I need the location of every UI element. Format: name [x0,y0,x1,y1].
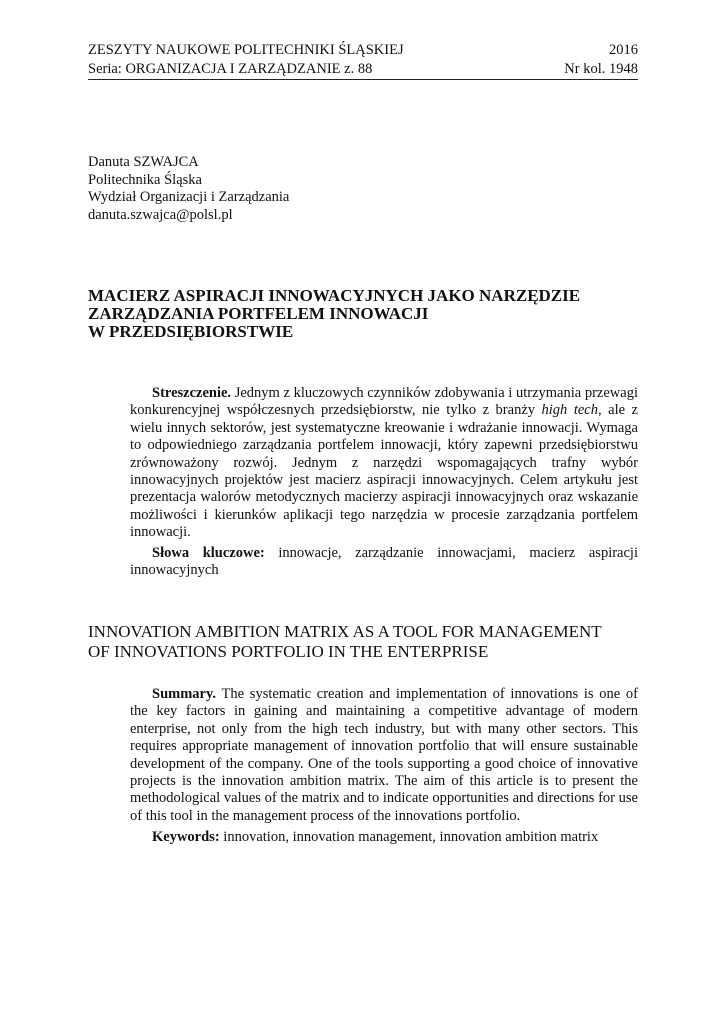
abstract-pl-text-2: , ale z wielu innych sektorów, jest systematyczne kreowanie i wdrażanie innowacji. Wymaga to odpowiedniego zarządzania portfelem innowacji, który zapewni przedsiębiorstwu zrównoważony rozwój. Jednym z narzędzi wspomagających trafny wybór innowacyjnych projektów jest macierz aspiracji innowacyjnych. Celem artykułu jest prezentacja walorów metodycznych macierzy aspiracji innowacyjnych oraz wskazanie możliwości i kierunków aplikacji tego narzędzia w procesie zarządzania portfelem innowacji. [130,402,638,541]
author-email: danuta.szwajca@polsl.pl [88,206,233,223]
header-divider [88,79,638,80]
journal-name: ZESZYTY NAUKOWE POLITECHNIKI ŚLĄSKIEJ [88,42,404,58]
abstract-pl [130,385,638,542]
title-pl-line1: MACIERZ ASPIRACJI INNOWACYJNYCH JAKO NARZĘDZIE [88,286,581,305]
running-header-line2 [88,61,638,77]
abstract-pl-text-1: Jednym z kluczowych czynników zdobywania i utrzymania przewagi konkurencyjnej współczesnych przedsiębiorstw, nie tylko z branży [130,385,638,419]
abstract-en-label: Summary. [152,686,217,702]
series-name: Seria: ORGANIZACJA I ZARZĄDZANIE z. 88 [88,61,373,77]
paper-title-pl [88,287,648,341]
keywords-en [130,829,638,846]
keywords-pl [130,545,638,580]
author-block [88,154,289,224]
author-faculty: Wydział Organizacji i Zarządzania [88,189,290,205]
keywords-en-text: innovation, innovation management, innovation ambition matrix [219,829,599,845]
author-name: Danuta SZWAJCA [88,154,199,170]
keywords-pl-text: innowacje, zarządzanie innowacjami, macierz aspiracji innowacyjnych [130,545,638,579]
author-university: Politechnika Śląska [88,171,202,188]
title-pl-line2: ZARZĄDZANIA PORTFELEM INNOWACJI [88,304,429,323]
title-en-line1: INNOVATION AMBITION MATRIX AS A TOOL FOR MANAGEMENT [88,622,602,641]
volume-number: Nr kol. 1948 [564,61,638,77]
paper-title-en [88,622,648,662]
abstract-en [130,686,638,825]
abstract-en-text: The systematic creation and implementation of innovations is one of the key factors in gaining and maintaining a competitive advantage of modern enterprise, not only from the high tech industry, but with many other sectors. This requires appropriate management of innovation portfolio that will ensure sustainable development of the company. One of the tools supporting a good choice of innovative projects is the innovation ambition matrix. The aim of this article is to present the methodological values of the matrix and to indicate opportunities and directions for use of this tool in the management process of the innovations portfolio. [130,686,638,824]
title-pl-line3: W PRZEDSIĘBIORSTWIE [88,322,294,341]
title-en-line2: OF INNOVATIONS PORTFOLIO IN THE ENTERPRISE [88,642,489,661]
keywords-en-label: Keywords: [152,829,220,845]
running-header-line1 [88,42,638,58]
keywords-pl-label: Słowa kluczowe: [152,545,265,561]
abstract-pl-label: Streszczenie. [152,385,232,401]
abstract-pl-italic: high tech [541,402,598,419]
publication-year: 2016 [609,42,638,58]
